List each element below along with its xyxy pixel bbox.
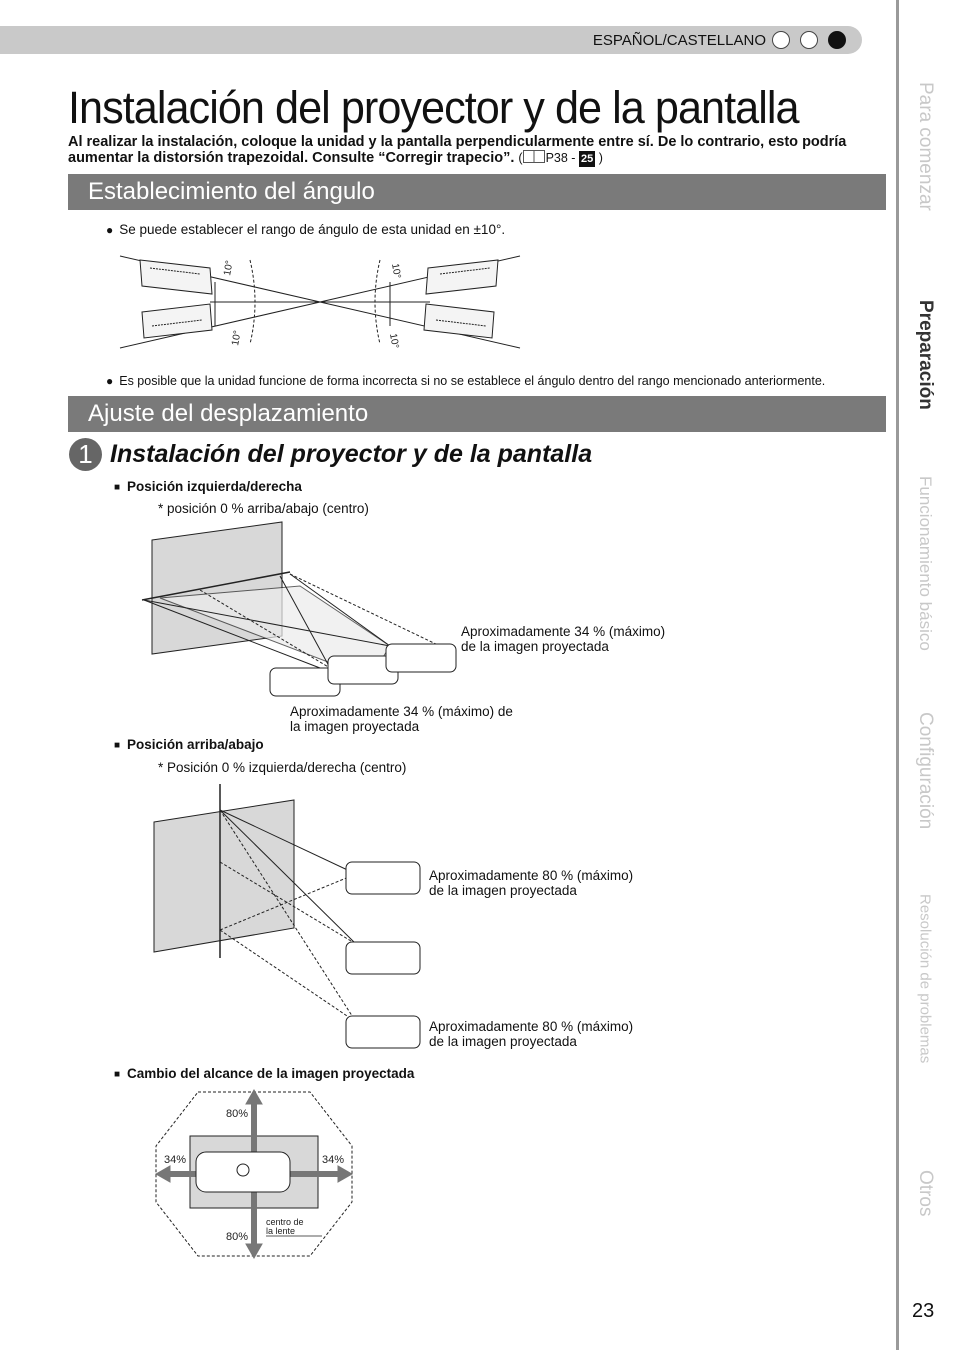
projector-icon bbox=[140, 260, 498, 338]
step-number-badge: 1 bbox=[69, 438, 102, 471]
angle-label: 10° bbox=[222, 259, 236, 277]
language-dot-filled-icon bbox=[828, 31, 846, 49]
lr-note: * posición 0 % arriba/abajo (centro) bbox=[158, 501, 369, 516]
tab-preparacion[interactable]: Preparación bbox=[915, 300, 936, 410]
ud-note: * Posición 0 % izquierda/derecha (centro) bbox=[158, 760, 407, 775]
ud-shift-diagram bbox=[150, 782, 430, 1054]
range-heading: ■ Cambio del alcance de la imagen proyectada bbox=[114, 1066, 414, 1081]
side-rule bbox=[896, 0, 899, 1350]
book-reference-icon bbox=[523, 150, 545, 163]
section-header-shift: Ajuste del desplazamiento bbox=[68, 396, 886, 432]
lens-center-label: centro de bbox=[266, 1217, 304, 1227]
ud-heading: ■ Posición arriba/abajo bbox=[114, 737, 264, 752]
intro-reference[interactable]: ( P38 - 25 ) bbox=[518, 151, 603, 165]
range-bottom-label: 80% bbox=[226, 1231, 249, 1243]
page-badge: 25 bbox=[580, 153, 594, 165]
angle-bullet-2: ● Es posible que la unidad funcione de forma incorrecta si no se establece el ángulo dentro del rango mencionado anteriormente. bbox=[106, 374, 825, 388]
language-dot-empty-icon bbox=[772, 31, 790, 49]
language-label: ESPAÑOL/CASTELLANO bbox=[592, 32, 766, 49]
tab-resolucion-de-problemas[interactable]: Resolución de problemas bbox=[916, 894, 934, 1064]
angle-label: 10° bbox=[230, 329, 244, 347]
lens-center-label: la lente bbox=[266, 1226, 296, 1236]
angle-label: 10° bbox=[389, 262, 403, 280]
angle-bullet-1: ● Se puede establecer el rango de ángulo de esta unidad en ±10°. bbox=[106, 222, 505, 237]
section-header-angle: Establecimiento del ángulo bbox=[68, 174, 886, 210]
lr-heading: ■ Posición izquierda/derecha bbox=[114, 479, 302, 494]
projector-icon bbox=[346, 862, 420, 1048]
range-diagram bbox=[154, 1088, 354, 1260]
range-left-label: 34% bbox=[164, 1154, 187, 1166]
tab-para-comenzar[interactable]: Para comenzar bbox=[915, 82, 936, 211]
lr-shift-diagram bbox=[140, 518, 470, 708]
angle-label: 10° bbox=[387, 332, 401, 350]
lr-caption-bottom: Aproximadamente 34 % (máximo) de la imagen proyectada bbox=[290, 704, 513, 734]
ud-caption-top: Aproximadamente 80 % (máximo) de la imagen proyectada bbox=[429, 868, 634, 898]
tab-otros[interactable]: Otros bbox=[915, 1170, 936, 1217]
page-title: Instalación del proyector y de la pantalla bbox=[68, 82, 799, 133]
language-dot-empty-icon bbox=[800, 31, 818, 49]
tab-configuracion[interactable]: Configuración bbox=[915, 712, 936, 830]
tab-funcionamiento-basico[interactable]: Funcionamiento básico bbox=[916, 476, 935, 651]
projector-icon bbox=[196, 1152, 290, 1192]
angle-diagram bbox=[110, 246, 530, 358]
intro-paragraph bbox=[68, 134, 888, 167]
step-title: Instalación del proyector y de la pantalla bbox=[110, 440, 593, 468]
page-number: 23 bbox=[912, 1300, 935, 1322]
lr-caption-right: Aproximadamente 34 % (máximo) de la imagen proyectada bbox=[461, 624, 666, 654]
ud-caption-bottom: Aproximadamente 80 % (máximo) de la imagen proyectada bbox=[429, 1019, 634, 1049]
range-top-label: 80% bbox=[226, 1108, 249, 1120]
language-bar bbox=[0, 26, 862, 54]
range-right-label: 34% bbox=[322, 1154, 345, 1166]
intro-text: Al realizar la instalación, coloque la unidad y la pantalla perpendicularmente entre sí. De lo contrario, esto podría aumentar la distorsión trapezoidal. Consulte “Corregir trapecio”. bbox=[68, 134, 847, 166]
